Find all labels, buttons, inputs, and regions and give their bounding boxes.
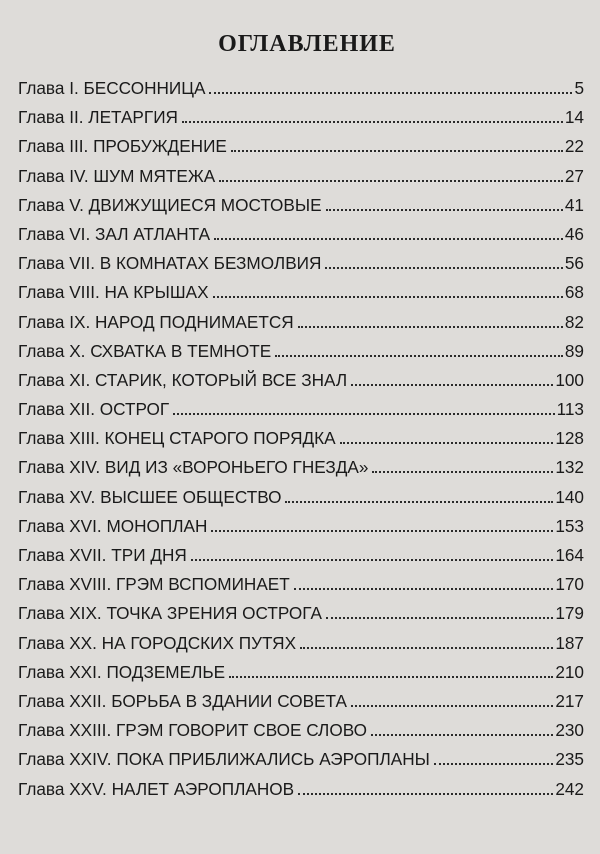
dot-leader (285, 501, 553, 503)
dot-leader (340, 442, 554, 444)
dot-leader (231, 150, 563, 152)
dot-leader (351, 384, 553, 386)
page-number: 113 (556, 399, 584, 420)
dot-leader (298, 326, 563, 328)
table-of-contents (18, 74, 584, 804)
dot-leader (275, 355, 563, 357)
toc-entry (18, 658, 584, 687)
page-number: 89 (564, 340, 584, 361)
page-number: 100 (555, 369, 584, 390)
page-number: 170 (555, 574, 584, 595)
chapter-title: Глава V. ДВИЖУЩИЕСЯ МОСТОВЫЕ (18, 194, 322, 215)
chapter-title: Глава VI. ЗАЛ АТЛАНТА (18, 223, 211, 244)
chapter-title: Глава III. ПРОБУЖДЕНИЕ (18, 136, 227, 157)
dot-leader (219, 180, 563, 182)
toc-entry (18, 599, 584, 628)
dot-leader (211, 530, 553, 532)
toc-entry (18, 366, 584, 395)
toc-entry (18, 132, 584, 161)
toc-entry (18, 483, 584, 512)
toc-entry (18, 395, 584, 424)
toc-entry (18, 337, 584, 366)
page-number: 235 (555, 749, 584, 770)
toc-entry (18, 775, 584, 804)
chapter-title: Глава XX. НА ГОРОДСКИХ ПУТЯХ (18, 632, 297, 653)
page-number: 82 (564, 311, 584, 332)
page-number: 230 (555, 720, 584, 741)
page-number: 153 (555, 515, 584, 536)
dot-leader (213, 296, 563, 298)
chapter-title: Глава X. СХВАТКА В ТЕМНОТЕ (18, 340, 272, 361)
toc-entry (18, 745, 584, 774)
chapter-title: Глава II. ЛЕТАРГИЯ (18, 107, 178, 128)
dot-leader (229, 676, 553, 678)
chapter-title: Глава XVI. МОНОПЛАН (18, 515, 208, 536)
page-number: 210 (555, 661, 584, 682)
dot-leader (294, 588, 554, 590)
chapter-title: Глава XIX. ТОЧКА ЗРЕНИЯ ОСТРОГА (18, 603, 322, 624)
page-number: 41 (564, 194, 584, 215)
toc-entry (18, 249, 584, 278)
dot-leader (191, 559, 554, 561)
dot-leader (371, 734, 553, 736)
dot-leader (300, 647, 553, 649)
page-number: 68 (564, 282, 584, 303)
chapter-title: Глава VII. В КОМНАТАХ БЕЗМОЛВИЯ (18, 253, 322, 274)
page-number: 46 (564, 223, 584, 244)
chapter-title: Глава XXIII. ГРЭМ ГОВОРИТ СВОЕ СЛОВО (18, 720, 367, 741)
dot-leader (209, 92, 572, 94)
chapter-title: Глава XVIII. ГРЭМ ВСПОМИНАЕТ (18, 574, 290, 595)
dot-leader (214, 238, 563, 240)
toc-entry (18, 424, 584, 453)
page-number: 217 (555, 690, 584, 711)
toc-entry (18, 103, 584, 132)
chapter-title: Глава XXV. НАЛЕТ АЭРОПЛАНОВ (18, 778, 295, 799)
toc-entry (18, 74, 584, 103)
chapter-title: Глава XIV. ВИД ИЗ «ВОРОНЬЕГО ГНЕЗДА» (18, 457, 369, 478)
page-number: 187 (555, 632, 584, 653)
chapter-title: Глава XXII. БОРЬБА В ЗДАНИИ СОВЕТА (18, 690, 347, 711)
page-number: 27 (564, 165, 584, 186)
dot-leader (434, 763, 553, 765)
page-number: 14 (564, 107, 584, 128)
chapter-title: Глава XXI. ПОДЗЕМЕЛЬЕ (18, 661, 226, 682)
page-number: 164 (555, 545, 584, 565)
toc-entry (18, 512, 584, 541)
chapter-title: Глава XIII. КОНЕЦ СТАРОГО ПОРЯДКА (18, 428, 336, 449)
page-number: 5 (574, 78, 584, 98)
dot-leader (325, 267, 562, 269)
chapter-title: Глава IV. ШУМ МЯТЕЖА (18, 165, 216, 186)
page-number: 128 (555, 428, 584, 449)
toc-entry (18, 541, 584, 570)
dot-leader (372, 471, 553, 473)
toc-entry (18, 570, 584, 599)
toc-entry (18, 629, 584, 658)
toc-entry (18, 278, 584, 307)
dot-leader (173, 413, 554, 415)
dot-leader (326, 617, 553, 619)
page-number: 56 (564, 253, 584, 274)
page-number: 22 (564, 136, 584, 157)
chapter-title: Глава XI. СТАРИК, КОТОРЫЙ ВСЕ ЗНАЛ (18, 369, 348, 390)
chapter-title: Глава XV. ВЫСШЕЕ ОБЩЕСТВО (18, 486, 282, 507)
dot-leader (326, 209, 563, 211)
chapter-title: Глава IX. НАРОД ПОДНИМАЕТСЯ (18, 311, 294, 332)
page-number: 179 (555, 603, 584, 624)
page-title: ОГЛАВЛЕНИЕ (218, 31, 396, 57)
toc-entry (18, 453, 584, 482)
toc-entry (18, 687, 584, 716)
dot-leader (351, 705, 553, 707)
page-number: 140 (555, 486, 584, 507)
chapter-title: Глава VIII. НА КРЫШАХ (18, 282, 209, 303)
chapter-title: Глава XII. ОСТРОГ (18, 399, 170, 420)
page-number: 242 (555, 778, 584, 799)
toc-entry (18, 308, 584, 337)
page-number: 132 (555, 457, 584, 478)
toc-entry (18, 220, 584, 249)
chapter-title: Глава XVII. ТРИ ДНЯ (18, 545, 187, 565)
chapter-title: Глава I. БЕССОННИЦА (18, 78, 206, 98)
dot-leader (182, 121, 563, 123)
toc-entry (18, 716, 584, 745)
toc-entry (18, 162, 584, 191)
chapter-title: Глава XXIV. ПОКА ПРИБЛИЖАЛИСЬ АЭРОПЛАНЫ (18, 749, 430, 770)
dot-leader (298, 793, 553, 795)
toc-entry (18, 191, 584, 220)
